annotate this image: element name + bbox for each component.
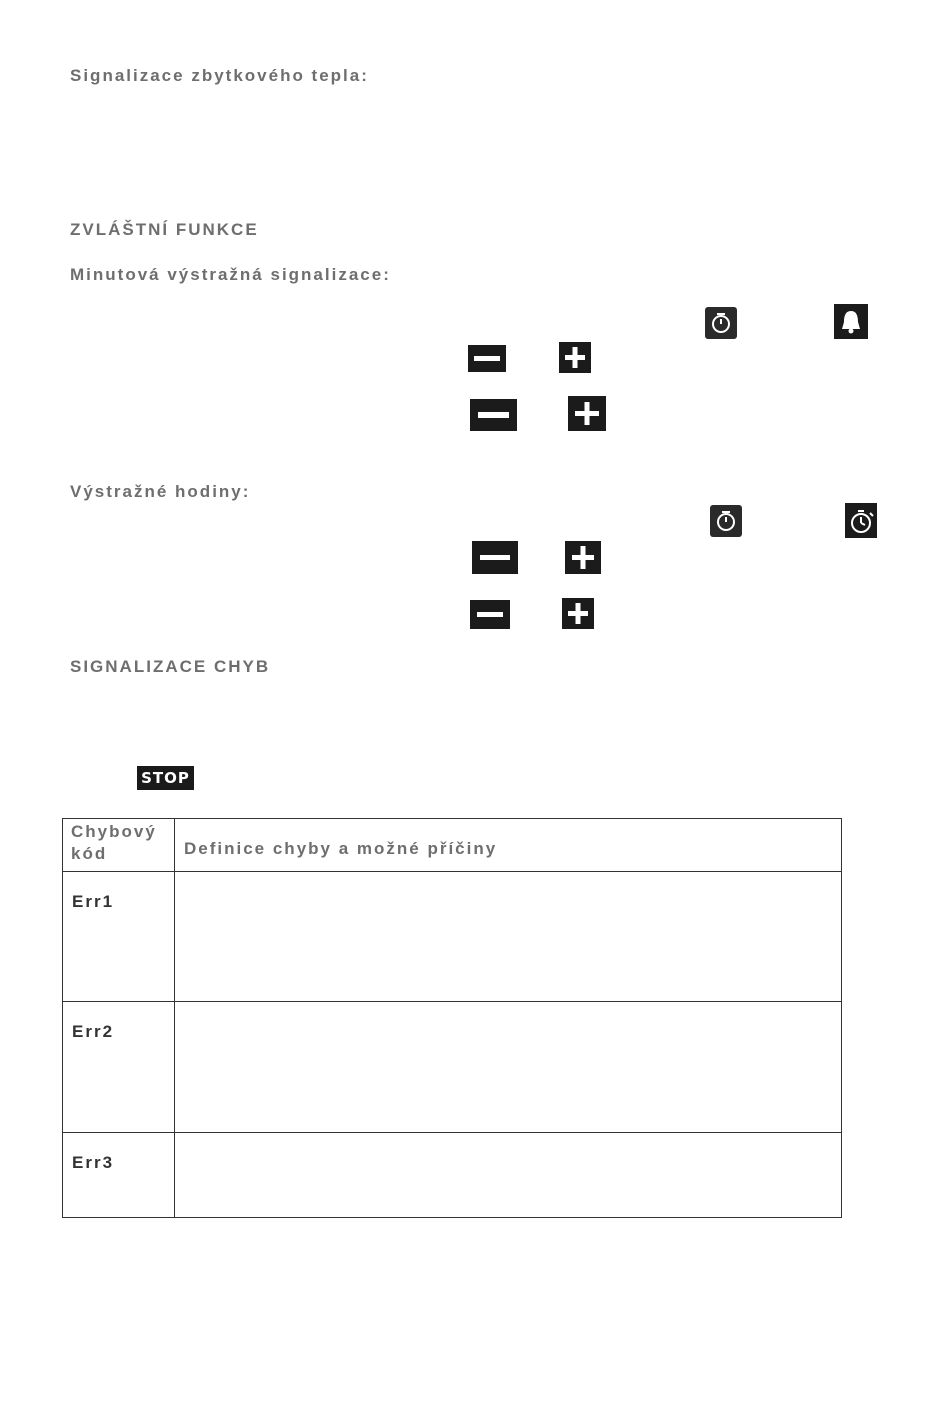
minus-icon (470, 399, 517, 431)
alarm-clock-icon (845, 503, 877, 538)
error-code-cell (63, 1002, 175, 1133)
error-code-table (62, 818, 842, 1218)
minus-icon (472, 541, 518, 574)
error-definition-cell (175, 1133, 842, 1218)
header-code-line-1: Chybový (71, 822, 157, 841)
error-definition-cell (175, 1002, 842, 1133)
alarm-clock-heading: Výstražné hodiny: (70, 482, 251, 501)
error-signal-heading: SIGNALIZACE CHYB (70, 657, 271, 676)
header-definition-cell: Definice chyby a možné příčiny (175, 819, 842, 872)
residual-heat-heading: Signalizace zbytkového tepla: (70, 66, 369, 85)
error-code: Err3 (72, 1153, 115, 1172)
table-header-row (63, 819, 842, 872)
error-definition-cell (175, 872, 842, 1002)
error-code-cell (63, 872, 175, 1002)
minus-icon (468, 345, 506, 372)
stop-icon: STOP (137, 766, 194, 790)
special-functions-heading: ZVLÁŠTNÍ FUNKCE (70, 220, 259, 239)
plus-icon (565, 541, 601, 574)
timer-icon (710, 505, 742, 537)
table-row (63, 872, 842, 1002)
header-code-cell (63, 819, 175, 872)
minus-icon (470, 600, 510, 629)
header-code-line-2: kód (71, 844, 108, 863)
error-code: Err2 (72, 1022, 115, 1041)
table-row (63, 1002, 842, 1133)
bell-icon (834, 304, 868, 339)
plus-icon (562, 598, 594, 629)
table-row (63, 1133, 842, 1218)
timer-icon (705, 307, 737, 339)
error-code: Err1 (72, 892, 115, 911)
plus-icon (568, 396, 606, 431)
error-code-cell (63, 1133, 175, 1218)
plus-icon (559, 342, 591, 373)
minute-alarm-heading: Minutová výstražná signalizace: (70, 265, 391, 284)
